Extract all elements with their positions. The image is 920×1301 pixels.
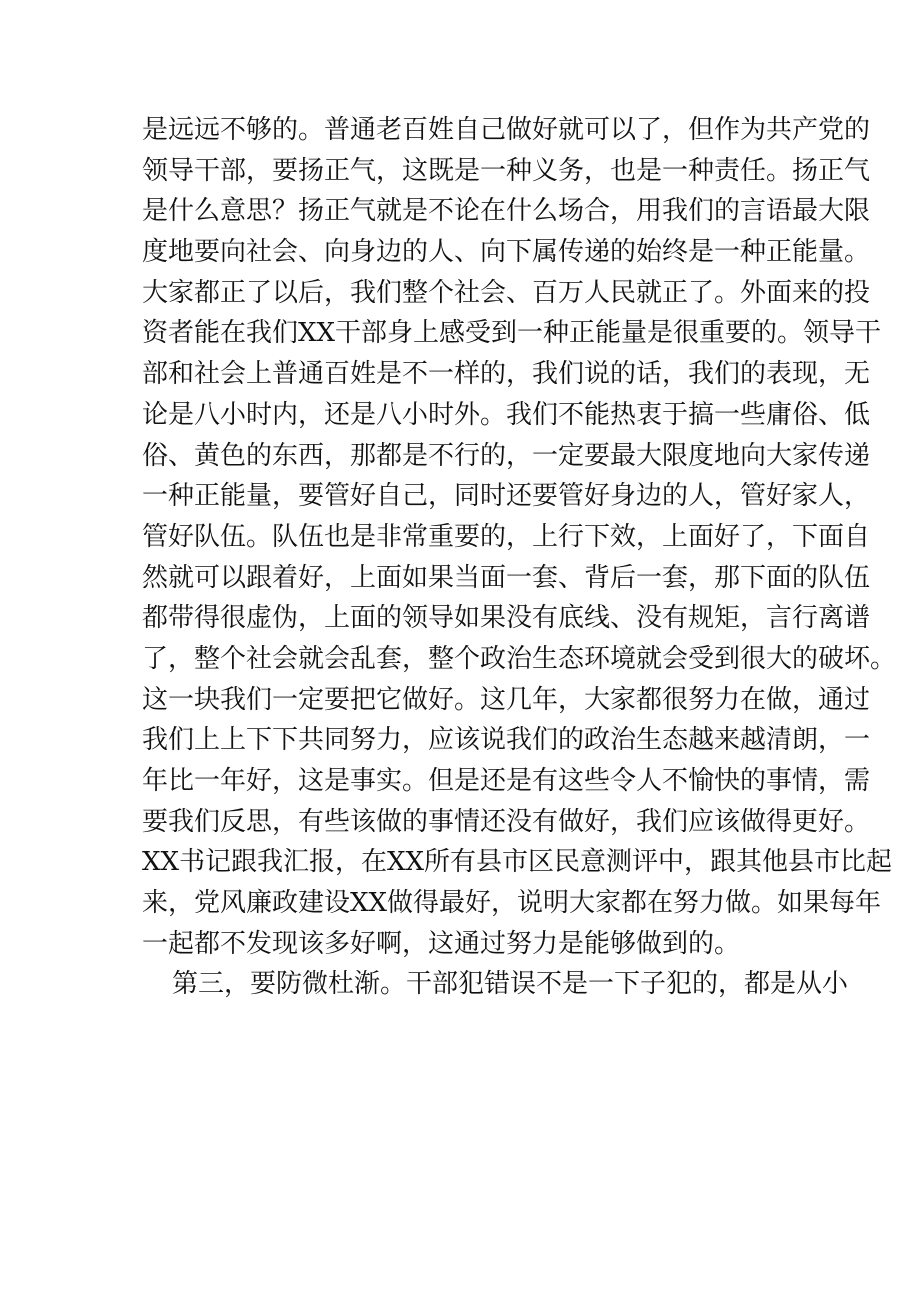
text-line: 第三，要防微杜渐。干部犯错误不是一下子犯的，都是从小 [172,969,849,1000]
text-line: 一起都不发现该多好啊，这通过努力是能够做到的。 [142,928,741,959]
paragraph-2 [142,964,849,1005]
paragraph-1 [142,110,897,964]
body-text [142,110,897,1005]
text-line: 大家都正了以后，我们整个社会、百万人民就正了。外面来的投 [142,277,871,308]
text-line: 了，整个社会就会乱套，整个政治生态环境就会受到很大的破坏。 [142,643,897,674]
text-line: 是远远不够的。普通老百姓自己做好就可以了，但作为共产党的 [142,115,871,145]
text-line: 论是八小时内，还是八小时外。我们不能热衷于搞一些庸俗、低 [142,399,871,430]
text-line: 我们上上下下共同努力，应该说我们的政治生态越来越清朗，一 [142,725,871,756]
text-line: 来，党风廉政建设XX做得最好，说明大家都在努力做。如果每年 [142,888,882,919]
text-line: 领导干部，要扬正气，这既是一种义务，也是一种责任。扬正气 [142,155,871,186]
text-line: 俗、黄色的东西，那都是不行的，一定要最大限度地向大家传递 [142,440,871,471]
text-line: 部和社会上普通百姓是不一样的，我们说的话，我们的表现，无 [142,359,871,390]
text-line: 度地要向社会、向身边的人、向下属传递的始终是一种正能量。 [142,237,871,268]
text-line: 是什么意思？扬正气就是不论在什么场合，用我们的言语最大限 [142,196,871,227]
text-line: 都带得很虚伪，上面的领导如果没有底线、没有规矩，言行离谱 [142,603,871,634]
text-line: 要我们反思，有些该做的事情还没有做好，我们应该做得更好。 [142,806,871,837]
text-line: 年比一年好，这是事实。但是还是有这些令人不愉快的事情，需 [142,766,871,796]
text-line: 然就可以跟着好，上面如果当面一套、背后一套，那下面的队伍 [142,562,871,593]
text-line: 管好队伍。队伍也是非常重要的，上行下效，上面好了，下面自 [142,521,871,552]
text-line: 这一块我们一定要把它做好。这几年，大家都很努力在做，通过 [142,684,871,715]
text-line: 一种正能量，要管好自己，同时还要管好身边的人，管好家人， [142,481,871,512]
text-line: XX书记跟我汇报，在XX所有县市区民意测评中，跟其他县市比起 [142,847,893,878]
text-line: 资者能在我们XX干部身上感受到一种正能量是很重要的。领导干 [142,318,882,349]
